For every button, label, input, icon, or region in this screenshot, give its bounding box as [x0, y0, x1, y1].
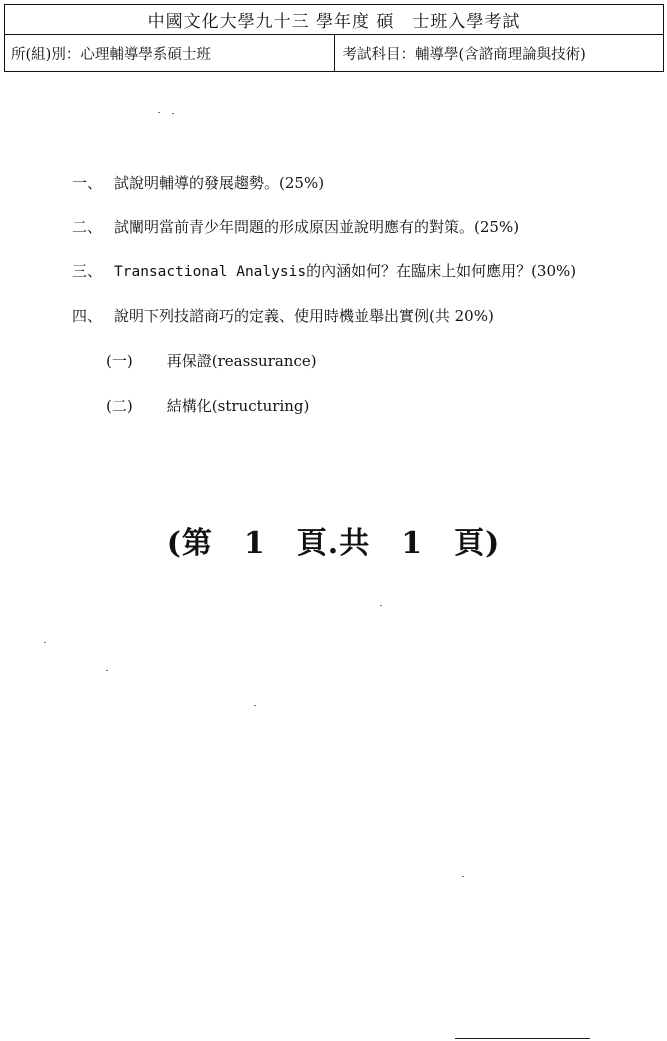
- question-1: [72, 172, 324, 193]
- question-text: 試闡明當前青少年問題的形成原因並說明應有的對策。(25%): [114, 218, 520, 236]
- question-3: [72, 260, 576, 281]
- question-number: 三、: [72, 262, 103, 280]
- scan-speck: [380, 605, 382, 606]
- exam-title: 中國文化大學九十三 學年度 碩 士班入學考試: [5, 5, 664, 35]
- scan-speck: [254, 705, 256, 706]
- question-number: 四、: [72, 307, 103, 325]
- question-4: [72, 305, 494, 326]
- subject-field: 考試科目：輔導學(含諮商理論與技術): [334, 35, 664, 72]
- page-number-label: (第 1 頁.共 1 頁): [166, 526, 501, 561]
- sub-item-text: 結構化(structuring): [166, 397, 310, 415]
- question-number: 一、: [72, 174, 103, 192]
- question-2: [72, 216, 519, 237]
- scan-speck: [462, 876, 464, 877]
- scan-speck: [172, 113, 174, 114]
- sub-item-text: 再保證(reassurance): [166, 352, 317, 370]
- exam-header: [4, 4, 664, 72]
- sub-item-2: [106, 395, 309, 416]
- question-text: 說明下列技諮商巧的定義、使用時機並舉出實例(共 20%): [114, 307, 494, 325]
- scan-speck: [158, 112, 160, 113]
- question-text: 的內涵如何？在臨床上如何應用？(30%): [306, 262, 577, 280]
- question-number: 二、: [72, 218, 103, 236]
- department-field: 所(組)別：心理輔導學系碩士班: [5, 35, 335, 72]
- sub-item-number: (一): [106, 352, 133, 370]
- bottom-rule: [455, 1038, 590, 1039]
- sub-item-number: (二): [106, 397, 133, 415]
- sub-item-1: [106, 350, 317, 371]
- question-text-english: Transactional Analysis: [114, 264, 307, 280]
- scan-speck: [106, 670, 108, 671]
- scan-speck: [44, 642, 46, 643]
- question-text: 試說明輔導的發展趨勢。(25%): [114, 174, 325, 192]
